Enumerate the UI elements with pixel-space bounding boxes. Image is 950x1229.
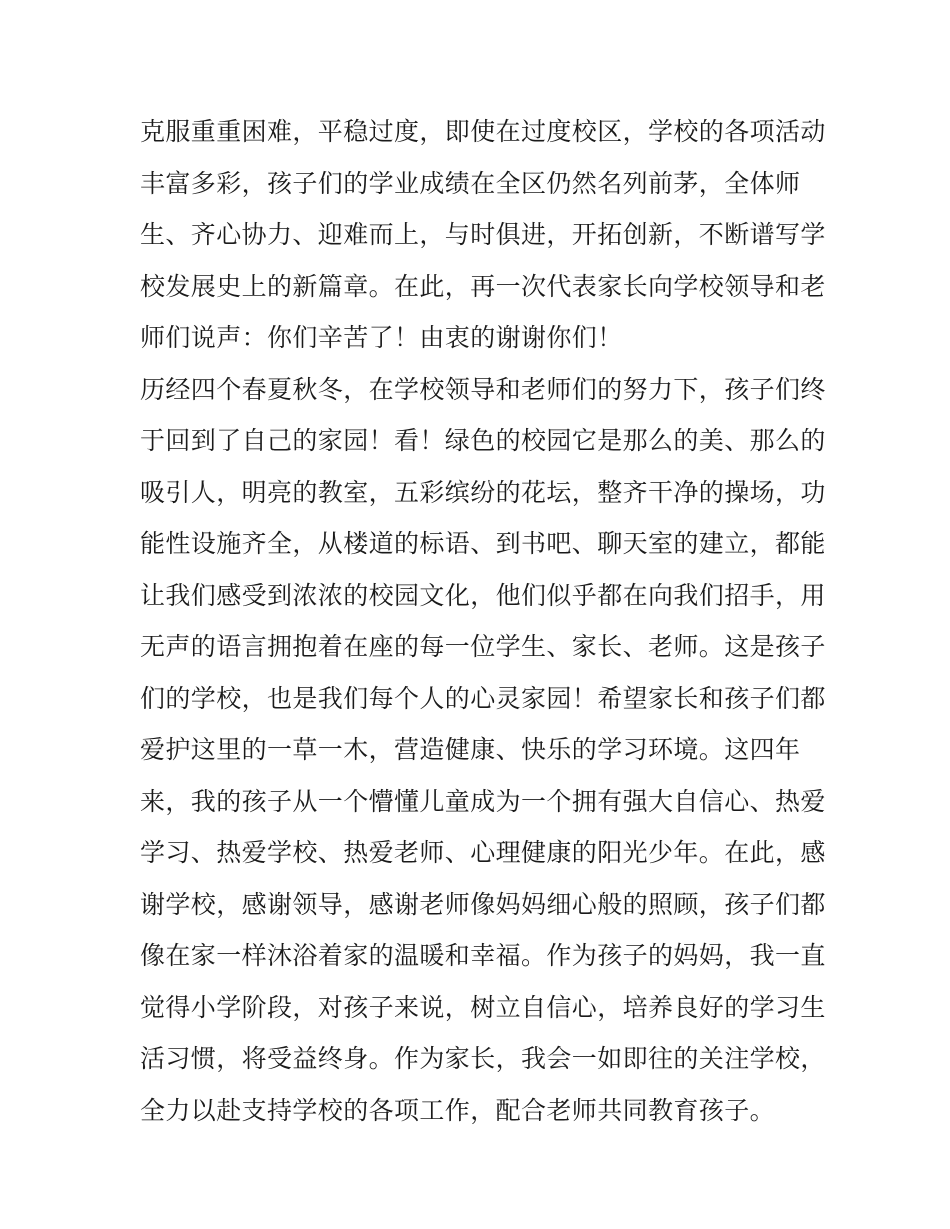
- body-text: [140, 106, 826, 1136]
- text-line: 生、齐心协力、迎难而上，与时俱进，开拓创新，不断谱写学: [140, 220, 826, 249]
- text-line: 全力以赴支持学校的各项工作，配合老师共同教育孩子。: [140, 1095, 776, 1125]
- text-line: 活习惯，将受益终身。作为家长，我会一如即往的关注学校，: [140, 1044, 826, 1073]
- text-line: 来，我的孩子从一个懵懂儿童成为一个拥有强大自信心、热爱: [140, 786, 826, 816]
- text-line: 们的学校，也是我们每个人的心灵家园！希望家长和孩子们都: [140, 683, 826, 713]
- text-line: 谢学校，感谢领导，感谢老师像妈妈细心般的照顾，孩子们都: [140, 889, 826, 919]
- text-line: 学习、热爱学校、热爱老师、心理健康的阳光少年。在此，感: [140, 838, 826, 867]
- text-line: 爱护这里的一草一木，营造健康、快乐的学习环境。这四年: [140, 735, 801, 764]
- text-line: 历经四个春夏秋冬，在学校领导和老师们的努力下，孩子们终: [140, 374, 826, 404]
- text-line: 克服重重困难，平稳过度，即使在过度校区，学校的各项活动: [140, 117, 826, 146]
- text-line: 无声的语言拥抱着在座的每一位学生、家长、老师。这是孩子: [140, 632, 826, 661]
- text-line: 师们说声：你们辛苦了！由衷的谢谢你们！: [140, 323, 623, 352]
- text-line: 丰富多彩，孩子们的学业成绩在全区仍然名列前茅，全体师: [140, 168, 801, 198]
- text-line: 吸引人，明亮的教室，五彩缤纷的花坛，整齐干净的操场，功: [140, 477, 826, 507]
- text-line: 让我们感受到浓浓的校园文化，他们似乎都在向我们招手，用: [140, 580, 826, 610]
- text-line: 校发展史上的新篇章。在此，再一次代表家长向学校领导和老: [140, 271, 826, 301]
- text-line: 像在家一样沐浴着家的温暖和幸福。作为孩子的妈妈，我一直: [140, 941, 826, 970]
- text-line: 觉得小学阶段，对孩子来说，树立自信心，培养良好的学习生: [140, 992, 826, 1022]
- text-line: 于回到了自己的家园！看！绿色的校园它是那么的美、那么的: [140, 426, 826, 455]
- text-line: 能性设施齐全，从楼道的标语、到书吧、聊天室的建立，都能: [140, 529, 826, 558]
